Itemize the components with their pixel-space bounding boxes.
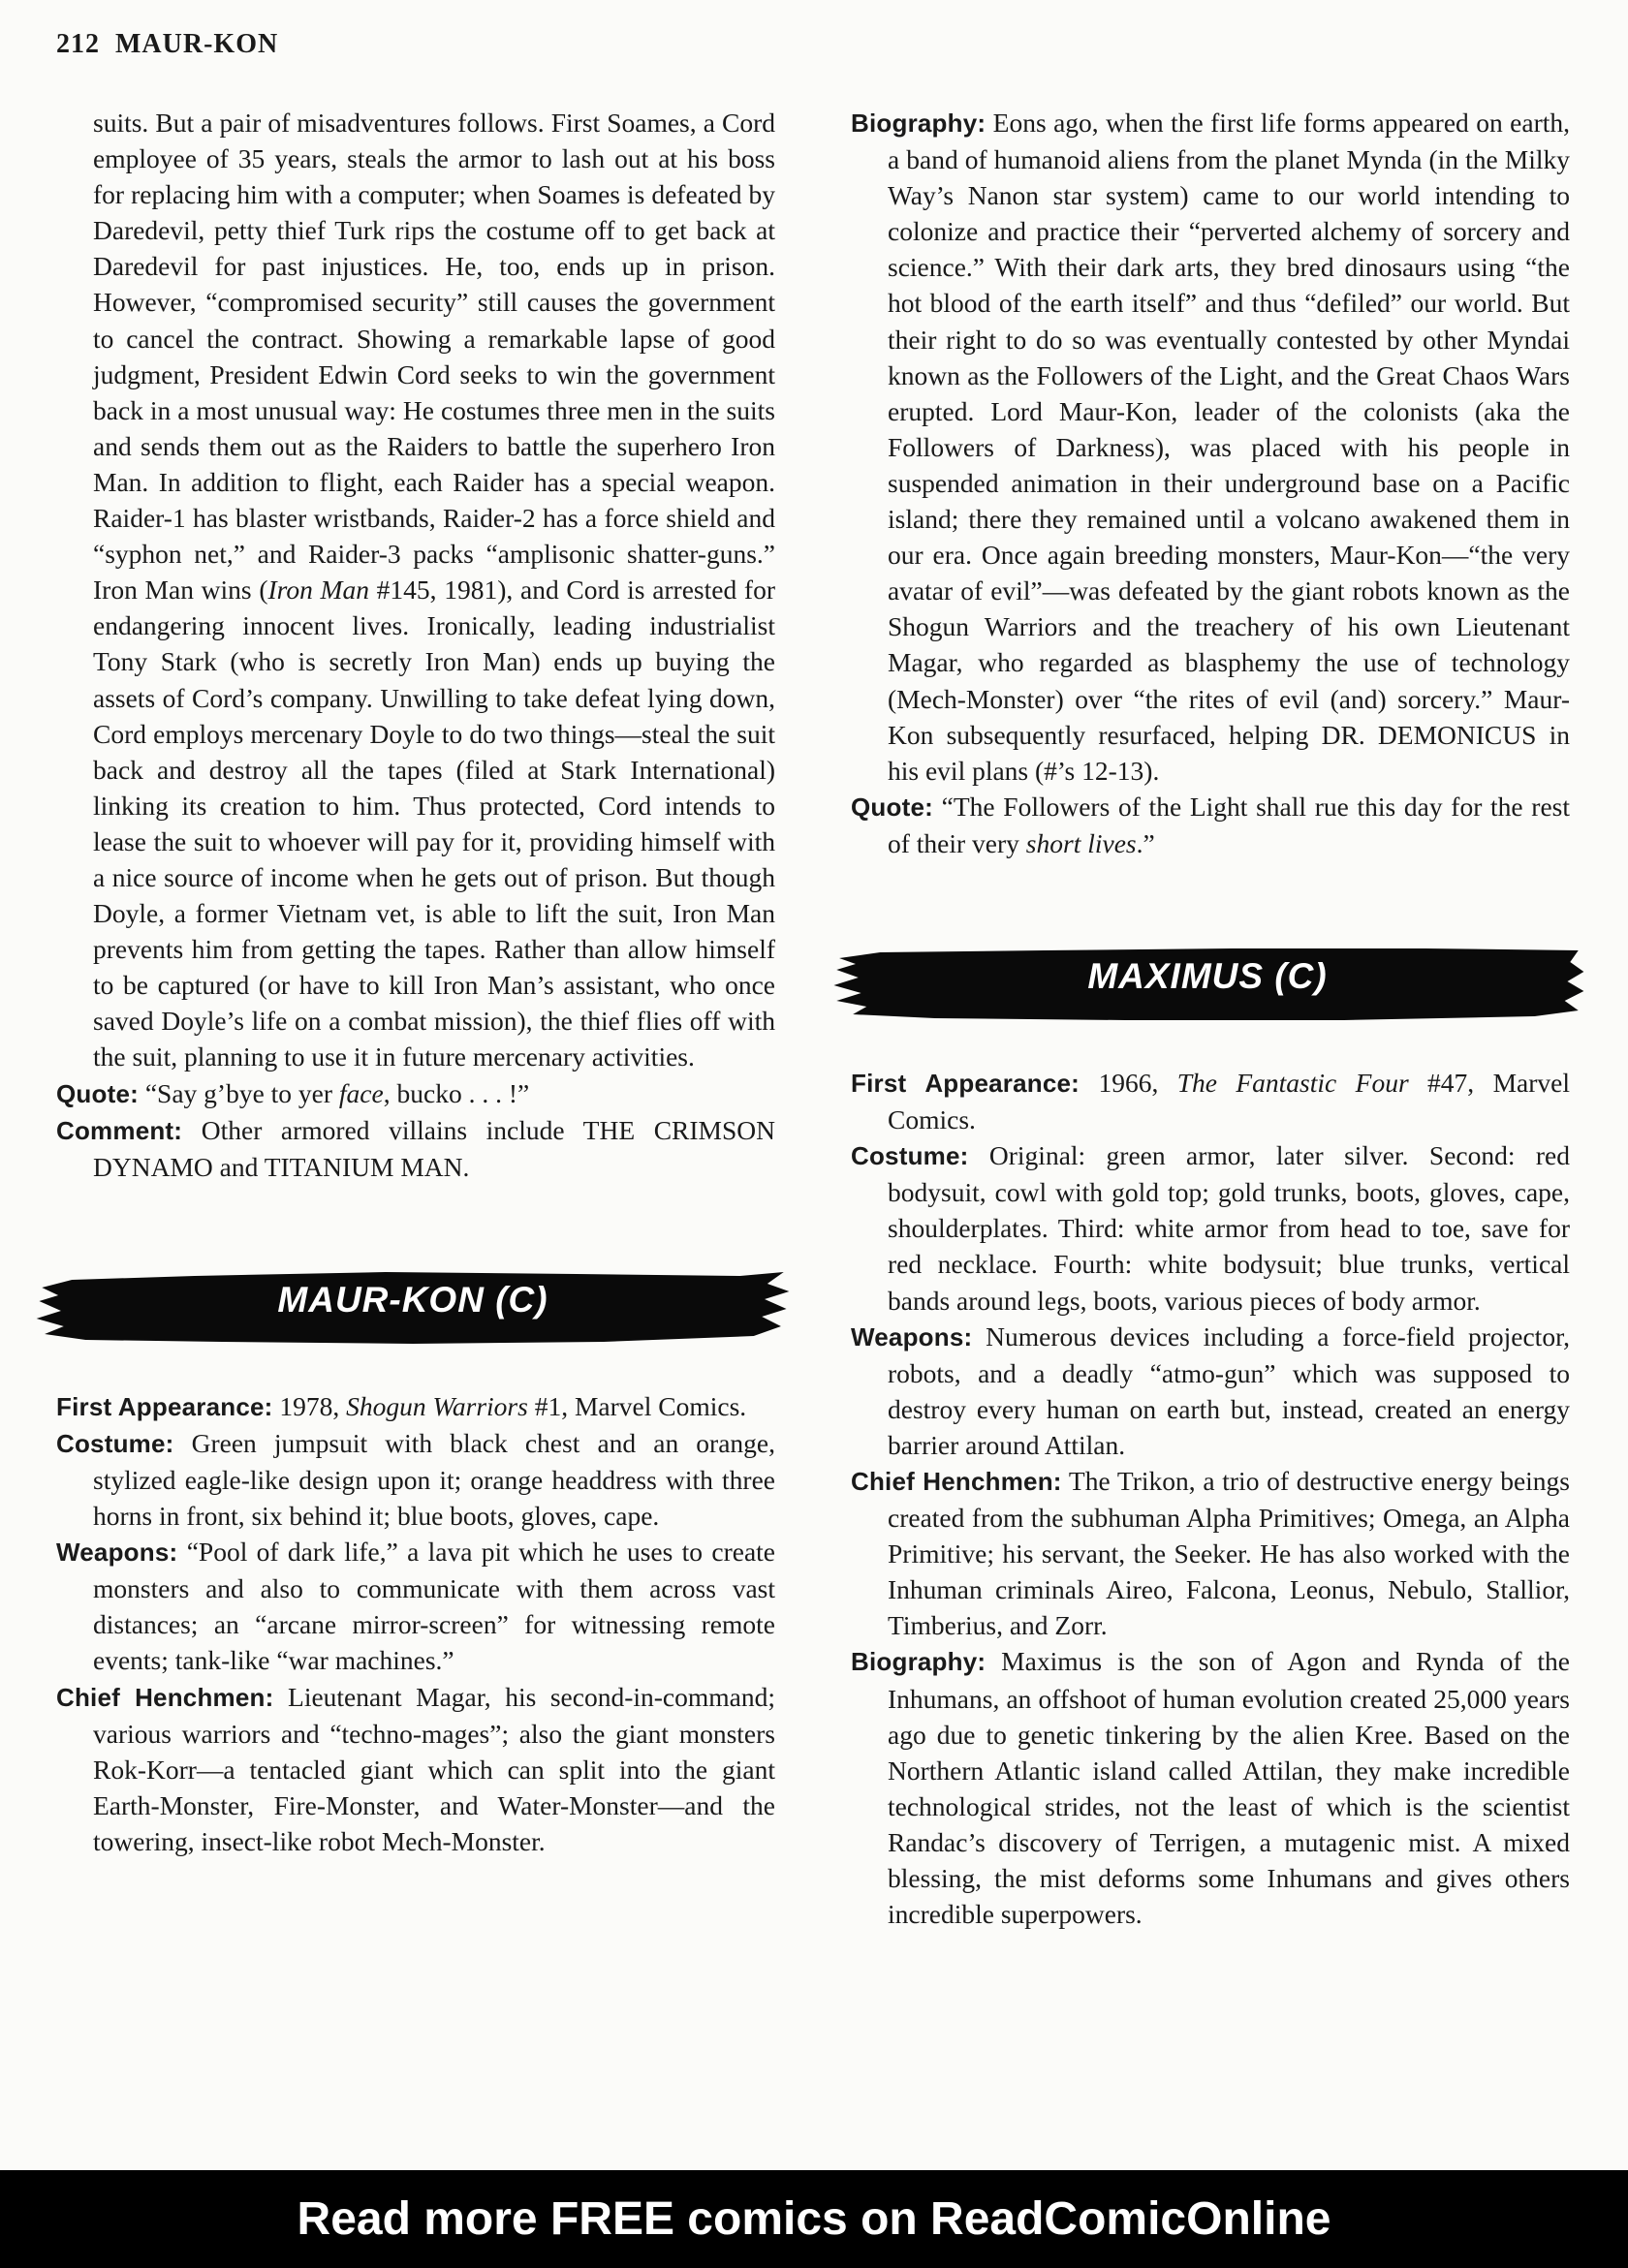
maximus-weapons: Weapons: Numerous devices including a force-field projector, robots, and a deadly “atmo-gun” which was supposed to destroy every human on earth but, instead, created an energy barrier around Attilan. [851,1320,1571,1460]
maximus-first-appearance: First Appearance: 1966, The Fantastic Four #47, Marvel Comics. [851,1067,1570,1135]
maximus-costume: Costume: Original: green armor, later silver. Second: red bodysuit, cowl with gold top; gold trunks, boots, gloves, cape, shoulderplates. Third: white armor from head to toe, save for red necklace. Fourth: white bodysuit; blue trunks, vertical bands around legs, boots, various pieces of body armor. [851,1140,1570,1316]
maximus-banner-title: MAXIMUS (C) [1087,955,1328,996]
maurkon-banner-title: MAUR-KON (C) [277,1279,548,1320]
maximus-banner [826,943,1589,1024]
maurkon-quote: Quote: “The Followers of the Light shall rue this day for the rest of their very short lives.” [851,791,1571,858]
citation-title: Iron Man [267,575,369,606]
continued-paragraph: suits. But a pair of misadventures follows. First Soames, a Cord employee of 35 years, steals the armor to lash out at his boss for replacing him with a computer; when Soames is defeated by Daredevil, petty thief Turk rips the costume off to get back at Daredevil for past injustices. He, too, ends up in prison. However, “compromised security” still causes the government to cancel the contract. Showing a remarkable lapse of good judgment, President Edwin Cord seeks to win the government back in a most unusual way: He costumes three men in the suits and sends them out as the Raiders to battle the superhero Iron Man. In addition to flight, each Raider has a special weapon. Raider-1 has blaster wristbands, Raider-2 has a force shield and “syphon net,” and Raider-3 packs “amplisonic shatter-guns.” Iron Man wins (Iron Man #145, 1981), and Cord is arrested for endangering innocent lives. Ironically, leading industrialist Tony Stark (who is secretly Iron Man) ends up buying the assets of Cord’s company. Unwilling to take defeat lying down, Cord employs mercenary Doyle to do two things—steal the suit back and destroy all the tapes (filed at Stark International) linking its creation to him. Thus protected, Cord intends to lease the suit to whoever will pay for it, providing himself with a nice source of income when he gets out of prison. But though Doyle, a former Vietnam vet, is able to lift the suit, Iron Man prevents him from getting the tapes. Rather than allow himself to be captured (or have to kill Iron Man’s assistant, who once saved Doyle’s life on a combat mission), the thief flies off with the suit, planning to use it in future mercenary activities. [93,108,776,1072]
maurkon-weapons: Weapons: “Pool of dark life,” a lava pit which he uses to create monsters and also to communicate with them across vast distances; an “arcane mirror-screen” for witnessing remote events; tank-like “war machines.” [56,1537,775,1676]
comment-label: Comment: [56,1115,183,1145]
maurkon-costume: Costume: Green jumpsuit with black chest and an orange, stylized eagle-like design upon it; orange headdress with three horns in front, six behind it; blue boots, gloves, cape. [56,1427,775,1532]
promo-footer-banner[interactable]: Read more FREE comics on ReadComicOnline [0,2170,1628,2268]
maurkon-chief-henchmen: Chief Henchmen: Lieutenant Magar, his second-in-command; various warriors and “techno-mages”; also the giant monsters Rok-Korr—a tentacled giant which can split into the giant Earth-Monster, Fire-Monster, and Water-Monster—and the towering, insect-like robot Mech-Monster. [56,1681,775,1856]
maurkon-first-appearance: First Appearance: 1978, Shogun Warriors #1, Marvel Comics. [56,1390,747,1421]
maximus-biography: Biography: Maximus is the son of Agon and Rynda of the Inhumans, an offshoot of human evolution created 25,000 years ago due to genetic tinkering by the alien Kree. Based on the Northern Atlantic island called Attilan, they make incredible technological strides, not the least of which is the scientist Randac’s discovery of Terrigen, a mutagenic mist. A mixed blessing, the mist deforms some Inhumans and gives others incredible superpowers. [851,1646,1571,1930]
maurkon-biography: Biography: Eons ago, when the first life forms appeared on earth, a band of humanoid aliens from the planet Mynda (in the Milky Way’s Nanon star system) came to our world intending to colonize and practice their “perverted alchemy of sorcery and science.” With their dark arts, they bred dinosaurs using “the hot blood of the earth itself” and thus “defiled” our world. But their right to do so was eventually contested by other Myndai known as the Followers of the Light, and the Great Chaos Wars erupted. Lord Maur-Kon, leader of the colonists (aka the Followers of Darkness), was placed with his people in suspended animation in their underground base on a Pacific island; there they remained until a volcano awakened them in our era. Once again breeding monsters, Maur-Kon—“the very avatar of evil”—was defeated by the giant robots known as the Shogun Warriors and the treachery of his own Lieutenant Magar, who regarded as blasphemy the use of technology (Mech-Monster) over “the rites of evil (and) sorcery.” Maur-Kon subsequently resurfaced, helping DR. DEMONICUS in his evil plans (#’s 12-13). [851,108,1570,786]
running-head [56,29,278,60]
maximus-chief-henchmen: Chief Henchmen: The Trikon, a trio of destructive energy beings created from the subhuman Alpha Primitives; Omega, an Alpha Primitive; his servant, the Seeker. He has also worked with the Inhuman criminals Aireo, Falcona, Leonus, Nebulo, Stallior, Timberius, and Zorr. [851,1466,1570,1641]
right-column [851,105,1570,1932]
left-column [56,105,775,1859]
page-number: 212 [56,29,100,59]
comment-entry: Comment: Other armored villains include THE CRIMSON DYNAMO and TITANIUM MAN. [56,1114,775,1182]
quote-label: Quote: [56,1078,139,1108]
quote-entry: Quote: “Say g’bye to yer face, bucko . . . !” [56,1077,530,1108]
maurkon-banner [31,1266,795,1348]
running-title: MAUR-KON [115,29,279,59]
